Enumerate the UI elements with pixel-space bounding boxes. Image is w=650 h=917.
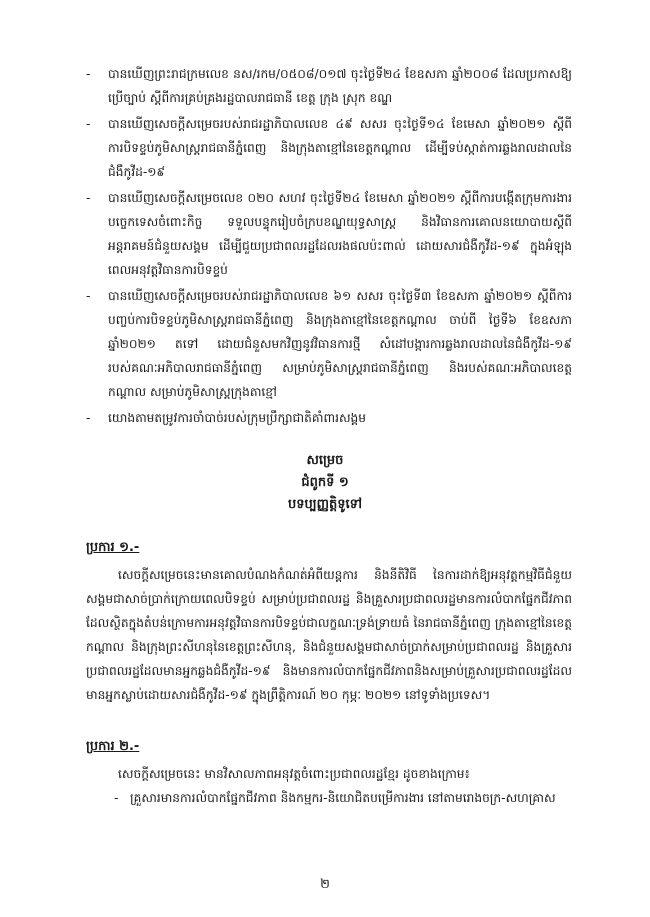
bullet-dash: -	[86, 411, 91, 425]
decision-heading: សម្រេច	[306, 453, 344, 468]
bullet-dash: -	[86, 117, 91, 131]
bullet-dash: -	[114, 791, 119, 805]
preamble-bullet	[86, 406, 572, 430]
preamble-bullet	[86, 284, 572, 404]
chapter-title: បទប្បញ្ញត្តិទូទៅ	[287, 497, 362, 512]
article-2-item-text: គ្រួសារមានការលំបាកផ្នែកជីវភាព និងកម្មករ-និយោជិតបម្រើការងារ នៅតាមរោងចក្រ-សហគ្រាស	[130, 791, 556, 805]
preamble-bullet-text: បានឃើញសេចក្តីសម្រេចរបស់រាជរដ្ឋាភិបាលលេខ ៦១ សសរ ចុះថ្ងៃទី៣ ខែឧសភា ឆ្នាំ២០២១ ស្តីពីការបញ្ចប់ការបិទខ្ទប់ភូមិសាស្ត្ររាជធានីភ្នំពេញ និងក្រុងតាខ្មៅនៃខេត្តកណ្តាល ចាប់ពី ថ្ងៃទី៦ ខែឧសភា ឆ្នាំ២០២១ តទៅ ដោយជំនួសមកវិញនូវវិធានការថ្មី សំដៅបង្ការការឆ្លងរាលដាលនៃជំងឺកូវីដ-១៩ របស់គណៈអភិបាលរាជធានីភ្នំពេញ សម្រាប់ភូមិសាស្ត្ររាជធានីភ្នំពេញ និងរបស់គណៈអភិបាលខេត្តកណ្តាល សម្រាប់ភូមិសាស្ត្រក្រុងតាខ្មៅ	[108, 289, 572, 399]
preamble-bullet	[86, 112, 572, 184]
preamble-bullet	[86, 62, 572, 110]
page-number: ២	[320, 877, 330, 892]
article-2-item	[114, 786, 574, 810]
bullet-dash: -	[86, 289, 91, 303]
preamble-bullet-text: បានឃើញព្រះរាជក្រមលេខ នស/រកម/០៥០៨/០១៧ ចុះថ្ងៃទី២៤ ខែឧសភា ឆ្នាំ២០០៨ ដែលប្រកាសឱ្យប្រើច្បាប់ ស្តីពីការគ្រប់គ្រងរដ្ឋបាលរាជធានី ខេត្ត ក្រុង ស្រុក ខណ្ឌ	[108, 67, 572, 105]
article-2-body: សេចក្តីសម្រេចនេះ មានវិសាលភាពអនុវត្តចំពោះប្រជាពលរដ្ឋខ្មែរ ដូចខាងក្រោម៖	[118, 767, 470, 781]
article-2-title: ប្រការ ២.-	[86, 739, 140, 754]
bullet-dash: -	[86, 67, 91, 81]
article-1-body: សេចក្តីសម្រេចនេះមានគោលបំណងកំណត់អំពីយន្តការ និងនីតិវិធី នៃការដាក់ឱ្យអនុវត្តកម្មវិធីជំនួយសង្គមជាសាច់ប្រាក់ក្រោយពេលបិទខ្ទប់ សម្រាប់ប្រជាពលរដ្ឋ និងគ្រួសារប្រជាពលរដ្ឋមានការលំបាកផ្នែកជីវភាព ដែលស្ថិតក្នុងតំបន់ក្រោមការអនុវត្តវិធានការបិទខ្ទប់ជាលក្ខណៈទ្រង់ទ្រាយធំ នៃរាជធានីភ្នំពេញ ក្រុងតាខ្មៅនៃខេត្តកណ្តាល និងក្រុងព្រះសីហនុនៃខេត្តព្រះសីហនុ, និងជំនួយសង្គមជាសាច់ប្រាក់សម្រាប់ប្រជាពលរដ្ឋ និងគ្រួសារប្រជាពលរដ្ឋដែលមានអ្នកឆ្លងជំងឺកូវីដ-១៩ និងមានការលំបាកផ្នែកជីវភាពនិងសម្រាប់គ្រួសារប្រជាពលរដ្ឋដែលមានអ្នកស្លាប់ដោយសារជំងឺកូវីដ-១៩ ក្នុងព្រឹត្តិការណ៍ ២០ កុម្ភៈ ២០២១ នៅទូទាំងប្រទេស។	[86, 568, 572, 702]
article-1-title: ប្រការ ១.-	[86, 540, 140, 555]
chapter-heading: ជំពូកទី ១	[301, 475, 349, 490]
preamble-bullet	[86, 186, 572, 282]
preamble-bullet-text: បានឃើញសេចក្តីសម្រេចលេខ ០២០ សហវ ចុះថ្ងៃទី២៤ ខែមេសា ឆ្នាំ២០២១ ស្តីពីការបង្កើតក្រុមការងារបច្ចេកទេសចំពោះកិច្ច ទទួលបន្ទុករៀបចំក្របខណ្ឌយុទ្ធសាស្ត្រ និងវិធានការគោលនយោបាយស្តីពីអន្តរាគមន៍ជំនួយសង្គម ដើម្បីជួយប្រជាពលរដ្ឋដែលរងផលប៉ះពាល់ ដោយសារជំងឺកូវីដ-១៩ ក្នុងអំឡុងពេលអនុវត្តវិធានការបិទខ្ទប់	[108, 191, 572, 277]
preamble-bullet-list	[86, 62, 572, 432]
preamble-bullet-text: យោងតាមតម្រូវការចាំបាច់របស់ក្រុមប្រឹក្សាជាតិគាំពារសង្គម	[108, 411, 367, 425]
preamble-bullet-text: បានឃើញសេចក្តីសម្រេចរបស់រាជរដ្ឋាភិបាលលេខ ៤៩ សសរ ចុះថ្ងៃទី១៤ ខែមេសា ឆ្នាំ២០២១ ស្តីពីការបិទខ្ទប់ភូមិសាស្ត្ររាជធានីភ្នំពេញ និងក្រុងតាខ្មៅនៃខេត្តកណ្តាល ដើម្បីទប់ស្កាត់ការឆ្លងរាលដាលនៃជំងឺកូវីដ-១៩	[108, 117, 572, 179]
bullet-dash: -	[86, 191, 91, 205]
